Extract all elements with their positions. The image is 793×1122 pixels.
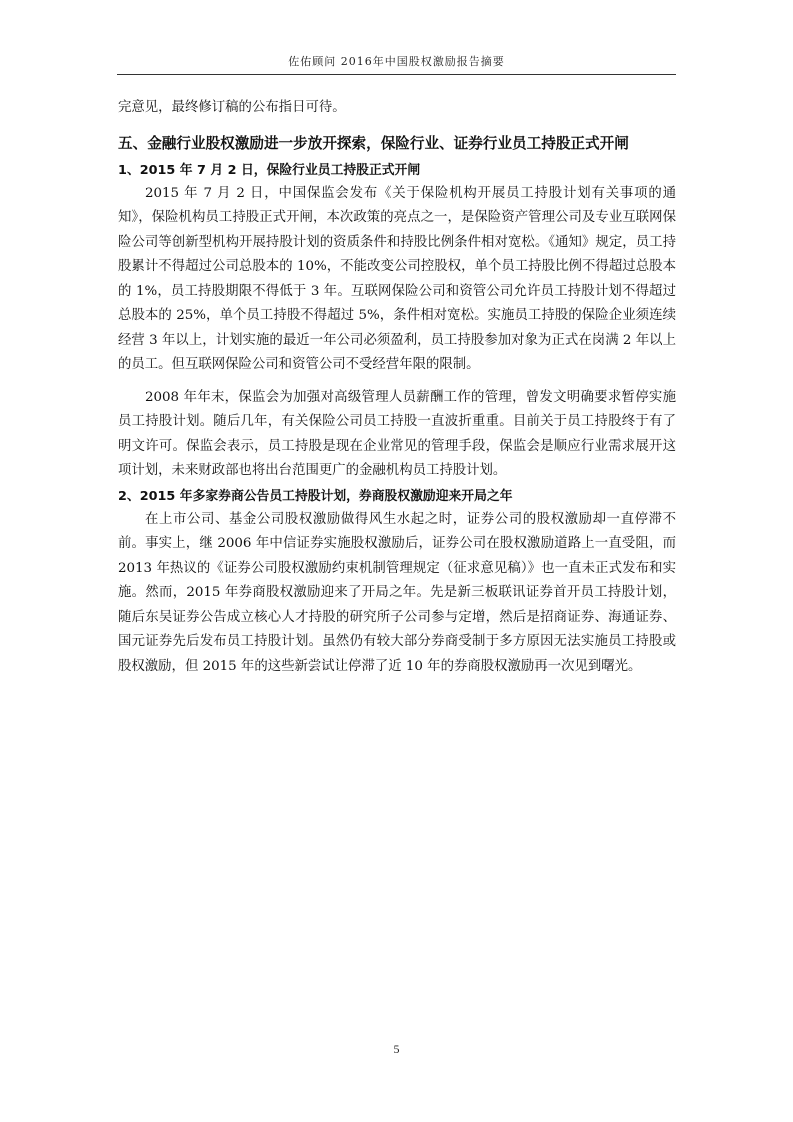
body-paragraph: 在上市公司、基金公司股权激励做得风生水起之时，证券公司的股权激励却一直停滞不前。事实上，继 2006 年中信证券实施股权激励后，证券公司在股权激励道路上一直受阻，而 2013 年热议的《证券公司股权激励约束机制管理规定（征求意见稿）》也一直未正式发布和实施。然而，2015 年券商股权激励迎来了开局之年。先是新三板联讯证券首开员工持股计划，随后东吴证券公告成立核心人才持股的研究所子公司参与定增，然后是招商证券、海通证券、国元证券先后发布员工持股计划。虽然仍有较大部分券商受制于多方原因无法实施员工持股或股权激励，但 2015 年的这些新尝试让停滞了近 10 年的券商股权激励再一次见到曙光。 xyxy=(118,511,676,674)
body-paragraph: 2015 年 7 月 2 日，中国保监会发布《关于保险机构开展员工持股计划有关事项的通知》，保险机构员工持股正式开闸，本次政策的亮点之一，是保险资产管理公司及专业互联网保险公司等创新型机构开展持股计划的资质条件和持股比例条件相对宽松。《通知》规定，员工持股累计不得超过公司总股本的 10%，不能改变公司控股权，单个员工持股比例不得超过总股本的 1%，员工持股期限不得低于 3 年。互联网保险公司和资管公司允许员工持股计划不得超过总股本的 25%，单个员工持股不得超过 5%，条件相对宽松。实施员工持股的保险企业须连续经营 3 年以上，计划实施的最近一年公司必须盈利，员工持股参加对象为正式在岗满 2 年以上的员工。但互联网保险公司和资管公司不受经营年限的限制。 xyxy=(118,185,676,372)
subsection-heading-2: 2、2015 年多家券商公告员工持股计划，券商股权激励迎来开局之年 xyxy=(118,488,513,504)
header-divider xyxy=(117,74,676,75)
subsection-heading-1: 1、2015 年 7 月 2 日，保险行业员工持股正式开闸 xyxy=(118,162,421,178)
intro-paragraph-tail: 完意见，最终修订稿的公布指日可待。 xyxy=(118,100,346,115)
running-header: 佐佑顾问 2016年中国股权激励报告摘要 xyxy=(288,55,505,68)
section-heading: 五、金融行业股权激励进一步放开探索，保险行业、证券行业员工持股正式开闸 xyxy=(118,134,629,152)
page-number: 5 xyxy=(393,1042,400,1056)
body-paragraph: 2008 年年末，保监会为加强对高级管理人员薪酬工作的管理，曾发文明确要求暂停实施员工持股计划。随后几年，有关保险公司员工持股一直波折重重。目前关于员工持股终于有了明文许可。保监会表示，员工持股是现在企业常见的管理手段，保监会是顺应行业需求展开这项计划，未来财政部也将出台范围更广的金融机构员工持股计划。 xyxy=(118,389,676,478)
page-body xyxy=(118,96,676,679)
